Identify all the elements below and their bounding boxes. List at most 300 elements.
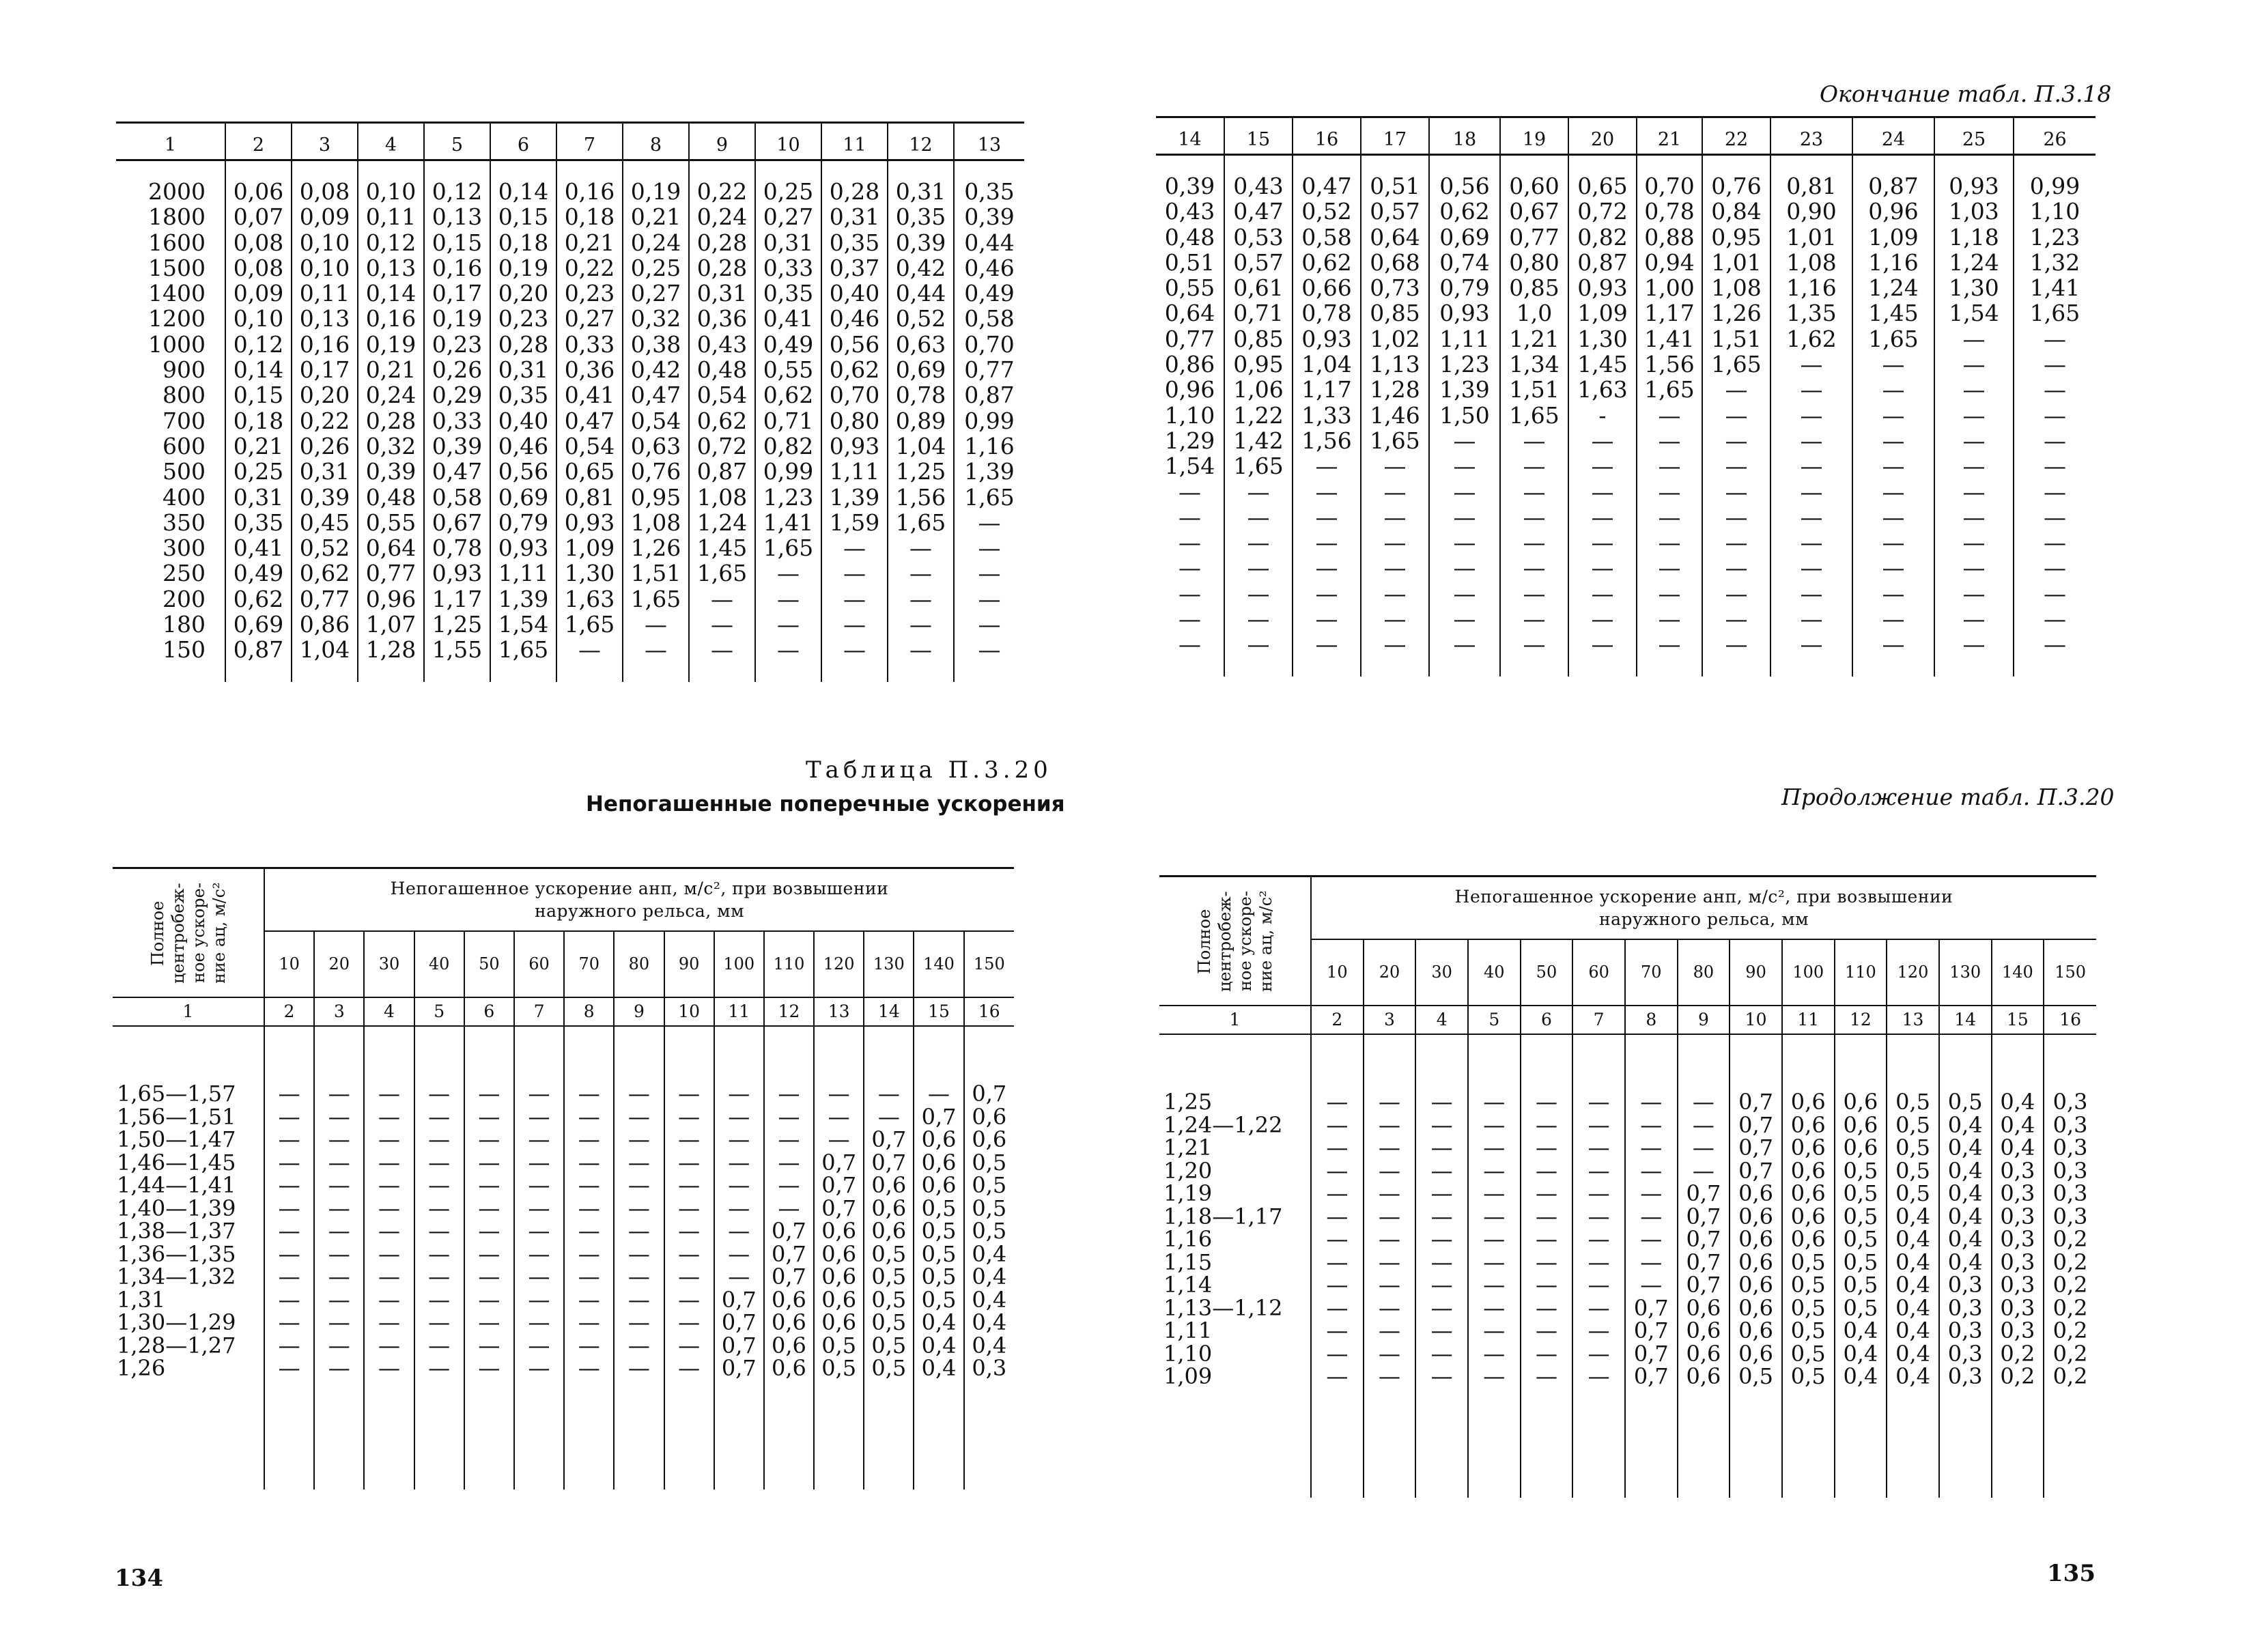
table-cell: 1,14 — [1163, 1272, 1213, 1298]
table-cell: — — [1293, 504, 1361, 530]
table-cell: — — [1311, 1297, 1364, 1320]
table-cell: 0,35 — [490, 382, 556, 408]
filler-cell — [614, 1380, 664, 1490]
table-cell: 0,5 — [1835, 1297, 1887, 1320]
table-cell: 0,93 — [1429, 300, 1500, 326]
table-cell: — — [888, 586, 954, 612]
filler-cell — [764, 1380, 814, 1490]
table-cell: 0,35 — [821, 230, 888, 255]
table-cell: 0,31 — [689, 281, 755, 306]
table-cell: 0,63 — [623, 433, 689, 459]
table-cell: — — [1637, 479, 1702, 504]
table-cell: 0,51 — [1164, 248, 1215, 276]
table-cell: — — [1637, 453, 1702, 479]
table-cell: — — [1293, 581, 1361, 606]
table-cell: 0,07 — [225, 204, 292, 229]
table-cell: 1,42 — [1224, 428, 1293, 453]
table-cell: 0,88 — [1637, 225, 1702, 250]
table-cell: 1,63 — [1568, 377, 1637, 402]
spacer-cell — [2014, 155, 2095, 174]
table-cell: — — [764, 1174, 814, 1197]
elevation-header: 140 — [1992, 939, 2044, 1006]
table-cell: — — [1500, 504, 1568, 530]
table-cell: — — [514, 1220, 564, 1243]
table-cell: — — [954, 586, 1024, 612]
filler-cell — [1702, 657, 1770, 677]
table-cell: — — [464, 1289, 514, 1312]
filler-cell — [464, 1380, 514, 1490]
table-cell: — — [1500, 631, 1568, 657]
table-cell: — — [1934, 479, 2014, 504]
table-cell: 0,6 — [764, 1289, 814, 1312]
filler-cell — [2014, 657, 2095, 677]
table-cell: 0,57 — [1361, 199, 1429, 224]
table-row — [116, 255, 1024, 281]
spacer-cell — [1364, 1034, 1416, 1091]
table-cell: 0,77 — [1164, 325, 1215, 352]
table-cell: 0,69 — [888, 357, 954, 382]
table-cell: — — [714, 1128, 764, 1152]
table-cell: — — [1625, 1137, 1678, 1160]
table-cell: — — [1568, 428, 1637, 453]
elevation-header: 90 — [1730, 939, 1782, 1006]
table-cell: — — [1678, 1137, 1730, 1160]
table-row — [1156, 352, 2095, 377]
table-cell: 0,3 — [1992, 1320, 2044, 1343]
table-cell: 300 — [163, 535, 206, 562]
table-cell: — — [1468, 1206, 1521, 1229]
table-cell: 200 — [163, 585, 206, 612]
table-row — [113, 1335, 1014, 1358]
table-cell: 1,16 — [1163, 1226, 1213, 1252]
table-cell: — — [1500, 453, 1568, 479]
table-cell: 0,69 — [225, 612, 292, 637]
table-cell: 0,4 — [1992, 1091, 2044, 1114]
spacer-cell — [1887, 1034, 1939, 1091]
table-cell: 1,21 — [1500, 326, 1568, 352]
table-cell: — — [614, 1174, 664, 1197]
table-cell: — — [1770, 504, 1852, 530]
table-cell: — — [364, 1311, 414, 1335]
table-cell: 0,3 — [1992, 1182, 2044, 1206]
spacer-row — [1156, 155, 2095, 174]
table-cell: — — [514, 1243, 564, 1266]
table-cell: — — [414, 1220, 464, 1243]
table-cell: — — [514, 1152, 564, 1175]
filler-cell — [1770, 657, 1852, 677]
table-cell: 1,41 — [1637, 326, 1702, 352]
table-cell: — — [2014, 631, 2095, 657]
table-row — [1156, 250, 2095, 275]
table-row — [1156, 173, 2095, 199]
table-cell: — — [1224, 530, 1293, 555]
table-cell: — — [1500, 581, 1568, 606]
filler-cell — [1500, 657, 1568, 677]
table-cell: 0,29 — [424, 382, 490, 408]
table-cell: 0,38 — [623, 332, 689, 357]
table-row — [1159, 1343, 2096, 1366]
table-cell: 0,13 — [424, 204, 490, 229]
table-cell: — — [1224, 555, 1293, 580]
table-cell: 1,40—1,39 — [117, 1195, 236, 1221]
table-cell: — — [664, 1311, 714, 1335]
index-header: 8 — [1625, 1006, 1678, 1034]
table-cell: 0,68 — [1361, 250, 1429, 275]
header-row — [116, 123, 1024, 160]
table-cell: 0,15 — [424, 230, 490, 255]
table-row — [116, 382, 1024, 408]
table-cell: 0,4 — [964, 1266, 1014, 1289]
table-cell: — — [1468, 1182, 1521, 1206]
table-cell: — — [564, 1106, 614, 1129]
table-cell: — — [414, 1357, 464, 1380]
table-cell: 0,7 — [1730, 1114, 1782, 1137]
table-row — [1156, 225, 2095, 250]
table-cell: 0,4 — [1887, 1320, 1939, 1343]
table-cell: — — [664, 1357, 714, 1380]
spacer-cell — [514, 1026, 564, 1083]
table-cell: 0,51 — [1361, 173, 1429, 199]
table-cell: — — [1678, 1091, 1730, 1114]
table-cell: 1,45 — [1852, 300, 1934, 326]
table-cell: 0,4 — [964, 1335, 1014, 1358]
elevation-header: 10 — [1311, 939, 1364, 1006]
spacer-cell — [623, 160, 689, 180]
table-cell: 800 — [163, 382, 206, 409]
table-cell: 0,5 — [1782, 1274, 1835, 1297]
table-cell: — — [1521, 1137, 1573, 1160]
table-cell: 1,04 — [888, 433, 954, 459]
table-cell: 0,3 — [2044, 1091, 2096, 1114]
filler-cell — [424, 663, 490, 682]
spacer-cell — [714, 1026, 764, 1083]
table-row — [1156, 377, 2095, 402]
table-row — [113, 1357, 1014, 1380]
index-row — [113, 997, 1014, 1026]
table-cell: 0,2 — [2044, 1343, 2096, 1366]
table-cell: 1,17 — [1293, 377, 1361, 402]
table-cell: — — [1311, 1365, 1364, 1388]
table-cell: 1,56 — [1293, 428, 1361, 453]
table-cell: 0,62 — [1429, 199, 1500, 224]
table-cell: — — [2014, 352, 2095, 377]
table-cell: — — [714, 1174, 764, 1197]
table-cell: — — [714, 1197, 764, 1221]
table-cell: 0,5 — [864, 1357, 914, 1380]
table-row — [116, 408, 1024, 433]
spacer-cell — [614, 1026, 664, 1083]
table-cell: — — [614, 1083, 664, 1106]
table-cell: 0,2 — [2044, 1228, 2096, 1251]
table-cell: 0,56 — [1429, 173, 1500, 199]
index-header: 5 — [414, 997, 464, 1026]
table-cell: 1400 — [148, 280, 206, 307]
table-cell: — — [1364, 1320, 1416, 1343]
table-cell: 0,7 — [714, 1357, 764, 1380]
table-cell: 0,10 — [225, 306, 292, 331]
table-cell: 0,5 — [964, 1152, 1014, 1175]
table-cell: — — [864, 1106, 914, 1129]
table-cell: 0,4 — [914, 1357, 963, 1380]
table-cell: 0,74 — [1429, 250, 1500, 275]
spacer-cell — [814, 1026, 864, 1083]
table-cell: 0,7 — [914, 1106, 963, 1129]
table-cell: — — [414, 1335, 464, 1358]
table-cell: 0,82 — [1568, 225, 1637, 250]
table-cell: — — [1637, 403, 1702, 428]
spacer-cell — [1468, 1034, 1521, 1091]
index-header: 1 — [1159, 1006, 1311, 1034]
table-cell: — — [664, 1128, 714, 1152]
table-cell: — — [564, 1220, 614, 1243]
table-cell: — — [1568, 453, 1637, 479]
table-18-end-caption: Окончание табл. П.3.18 — [1820, 81, 2112, 107]
table-cell: 0,25 — [623, 255, 689, 281]
table-cell: 0,6 — [1730, 1274, 1782, 1297]
table-cell: — — [2014, 326, 2095, 352]
table-row — [116, 586, 1024, 612]
column-header: 16 — [1293, 117, 1361, 155]
table-cell: 0,71 — [1224, 300, 1293, 326]
table-cell: 0,2 — [2044, 1297, 2096, 1320]
table-cell: — — [1637, 530, 1702, 555]
spacer-cell — [1429, 155, 1500, 174]
table-cell: 1,63 — [556, 586, 623, 612]
table-cell: 0,5 — [1835, 1206, 1887, 1229]
table-cell: — — [1625, 1274, 1678, 1297]
column-header: 18 — [1429, 117, 1500, 155]
table-cell: — — [1934, 403, 2014, 428]
table-cell: 0,5 — [864, 1311, 914, 1335]
filler-cell — [225, 663, 292, 682]
spacer-cell — [364, 1026, 414, 1083]
table-cell: — — [364, 1083, 414, 1106]
table-cell: — — [1179, 631, 1201, 658]
table-cell: 0,7 — [1625, 1320, 1678, 1343]
filler-cell — [264, 1380, 314, 1490]
table-cell: 0,3 — [1992, 1228, 2044, 1251]
table-row — [1156, 300, 2095, 326]
table-cell: — — [614, 1220, 664, 1243]
table-cell: 1,26 — [623, 535, 689, 560]
table-cell: 0,35 — [954, 179, 1024, 204]
table-cell: 0,62 — [689, 408, 755, 433]
row-header-cell — [1159, 877, 1311, 1006]
table-cell: 0,4 — [1835, 1320, 1887, 1343]
spacer-cell — [490, 160, 556, 180]
elevation-header: 150 — [964, 931, 1014, 997]
table-cell: 1,65 — [1637, 377, 1702, 402]
table-cell: — — [1293, 631, 1361, 657]
table-cell: 0,3 — [1939, 1365, 1992, 1388]
filler-cell — [514, 1380, 564, 1490]
table-cell: — — [914, 1083, 963, 1106]
table-row — [116, 204, 1024, 229]
table-cell: 0,93 — [821, 433, 888, 459]
table-cell: 0,13 — [358, 255, 424, 281]
table-cell: — — [1311, 1206, 1364, 1229]
table-cell: — — [1364, 1114, 1416, 1137]
table-cell: 0,2 — [2044, 1251, 2096, 1274]
table-cell: — — [689, 586, 755, 612]
table-cell: 0,3 — [1939, 1274, 1992, 1297]
table-cell: 0,4 — [1887, 1365, 1939, 1388]
table-cell: 1,65 — [2014, 300, 2095, 326]
table-cell: 1,17 — [424, 586, 490, 612]
table-cell: — — [1415, 1160, 1468, 1183]
table-cell: 1,24 — [1852, 275, 1934, 300]
table-cell: 0,3 — [1939, 1320, 1992, 1343]
filler-cell — [556, 663, 623, 682]
table-cell: 0,27 — [556, 306, 623, 331]
table-cell: — — [364, 1220, 414, 1243]
filler-cell — [1730, 1388, 1782, 1498]
table-cell: 1,10 — [1164, 401, 1215, 429]
table-cell: 1,07 — [358, 612, 424, 637]
table-cell: — — [1311, 1228, 1364, 1251]
table-cell: — — [1572, 1297, 1625, 1320]
table-cell: — — [1852, 631, 1934, 657]
table-cell: 0,6 — [914, 1128, 963, 1152]
table-cell: 0,62 — [821, 357, 888, 382]
table-cell: — — [1625, 1091, 1678, 1114]
table-cell: 0,86 — [292, 612, 358, 637]
table-cell: 0,6 — [814, 1311, 864, 1335]
table-cell: — — [2014, 479, 2095, 504]
table-cell: 0,15 — [490, 204, 556, 229]
table-row — [1159, 1297, 2096, 1320]
table-cell: 0,5 — [1887, 1114, 1939, 1137]
table-cell: — — [1293, 606, 1361, 631]
table-row — [113, 1128, 1014, 1152]
table-row — [116, 281, 1024, 306]
column-header: 19 — [1500, 117, 1568, 155]
table-cell: 0,5 — [864, 1335, 914, 1358]
table-cell: 0,46 — [490, 433, 556, 459]
table-cell: 0,55 — [358, 510, 424, 535]
table-20-caption: Таблица П.3.20 — [806, 756, 1052, 784]
table-cell: 0,3 — [2044, 1206, 2096, 1229]
table-cell: — — [1521, 1343, 1573, 1366]
table-cell: 0,33 — [424, 408, 490, 433]
table-cell: 0,70 — [1637, 173, 1702, 199]
table-cell: 0,7 — [714, 1311, 764, 1335]
table-cell: — — [514, 1197, 564, 1221]
table-cell: 0,43 — [1224, 173, 1293, 199]
table-row — [1156, 606, 2095, 631]
table-cell: — — [1637, 555, 1702, 580]
table-cell: — — [1934, 581, 2014, 606]
index-header: 11 — [714, 997, 764, 1026]
table-cell: 1,45 — [689, 535, 755, 560]
span-header-line1: Непогашенное ускорение aнп, м/с², при возвышении — [390, 879, 889, 898]
table-cell: — — [1702, 403, 1770, 428]
table-cell: — — [314, 1128, 364, 1152]
filler-cell — [1159, 1388, 1311, 1498]
table-cell: 180 — [163, 611, 206, 638]
table-cell: 1,09 — [556, 535, 623, 560]
table-cell: — — [755, 586, 821, 612]
filler-cell — [914, 1380, 963, 1490]
filler-cell — [1415, 1388, 1468, 1498]
table-cell: — — [614, 1266, 664, 1289]
column-header: 20 — [1568, 117, 1637, 155]
table-cell: 0,15 — [225, 382, 292, 408]
table-cell: 0,7 — [1678, 1182, 1730, 1206]
table-cell: 0,87 — [1568, 250, 1637, 275]
table-cell: 0,26 — [292, 433, 358, 459]
elevation-header: 40 — [414, 931, 464, 997]
table-cell: — — [264, 1311, 314, 1335]
table-cell: 1,01 — [1770, 225, 1852, 250]
table-cell: 1,0 — [1500, 300, 1568, 326]
table-cell: 0,55 — [1164, 274, 1215, 302]
table-cell: 0,65 — [556, 459, 623, 484]
table-cell: — — [614, 1128, 664, 1152]
table-cell: 1,09 — [1163, 1363, 1213, 1389]
table-cell: — — [1521, 1091, 1573, 1114]
table-cell: 0,4 — [914, 1335, 963, 1358]
table-cell: 0,5 — [1782, 1365, 1835, 1388]
table-cell: 0,7 — [1678, 1274, 1730, 1297]
table-cell: — — [2014, 504, 2095, 530]
table-cell: — — [264, 1289, 314, 1312]
table-cell: — — [1568, 504, 1637, 530]
column-header: 7 — [556, 123, 623, 160]
index-header: 2 — [264, 997, 314, 1026]
table-cell: 0,90 — [1770, 199, 1852, 224]
spacer-cell — [225, 160, 292, 180]
table-cell: 0,19 — [358, 332, 424, 357]
table-cell: 0,23 — [424, 332, 490, 357]
spacer-cell — [664, 1026, 714, 1083]
table-cell: 0,58 — [424, 485, 490, 510]
table-row — [1156, 199, 2095, 224]
filler-cell — [2044, 1388, 2096, 1498]
table-cell: — — [314, 1311, 364, 1335]
table-row — [116, 459, 1024, 484]
table-cell: 0,58 — [954, 306, 1024, 331]
table-cell: — — [888, 637, 954, 662]
table-cell: 0,28 — [689, 230, 755, 255]
table-row — [116, 510, 1024, 535]
elevation-header: 40 — [1468, 939, 1521, 1006]
table-cell: — — [1934, 326, 2014, 352]
table-cell: 0,10 — [292, 255, 358, 281]
page-number: 134 — [115, 1565, 163, 1592]
table-cell: 0,31 — [821, 204, 888, 229]
table-cell: — — [714, 1220, 764, 1243]
table-cell: 1,65 — [755, 535, 821, 560]
table-row — [116, 357, 1024, 382]
table-cell: — — [821, 535, 888, 560]
table-cell: — — [1572, 1091, 1625, 1114]
filler-row — [1159, 1388, 2096, 1498]
table-cell: — — [1415, 1365, 1468, 1388]
filler-cell — [1572, 1388, 1625, 1498]
table-cell: — — [1364, 1274, 1416, 1297]
table-cell: — — [264, 1106, 314, 1129]
table-cell: 0,4 — [1939, 1137, 1992, 1160]
spacer-cell — [292, 160, 358, 180]
table-cell: 0,49 — [954, 281, 1024, 306]
table-cell: 0,4 — [1939, 1182, 1992, 1206]
table-cell: 0,4 — [1939, 1160, 1992, 1183]
column-header: 14 — [1156, 117, 1224, 155]
table-20-left — [113, 867, 1014, 1490]
table-row — [1159, 1091, 2096, 1114]
table-cell: — — [664, 1197, 714, 1221]
